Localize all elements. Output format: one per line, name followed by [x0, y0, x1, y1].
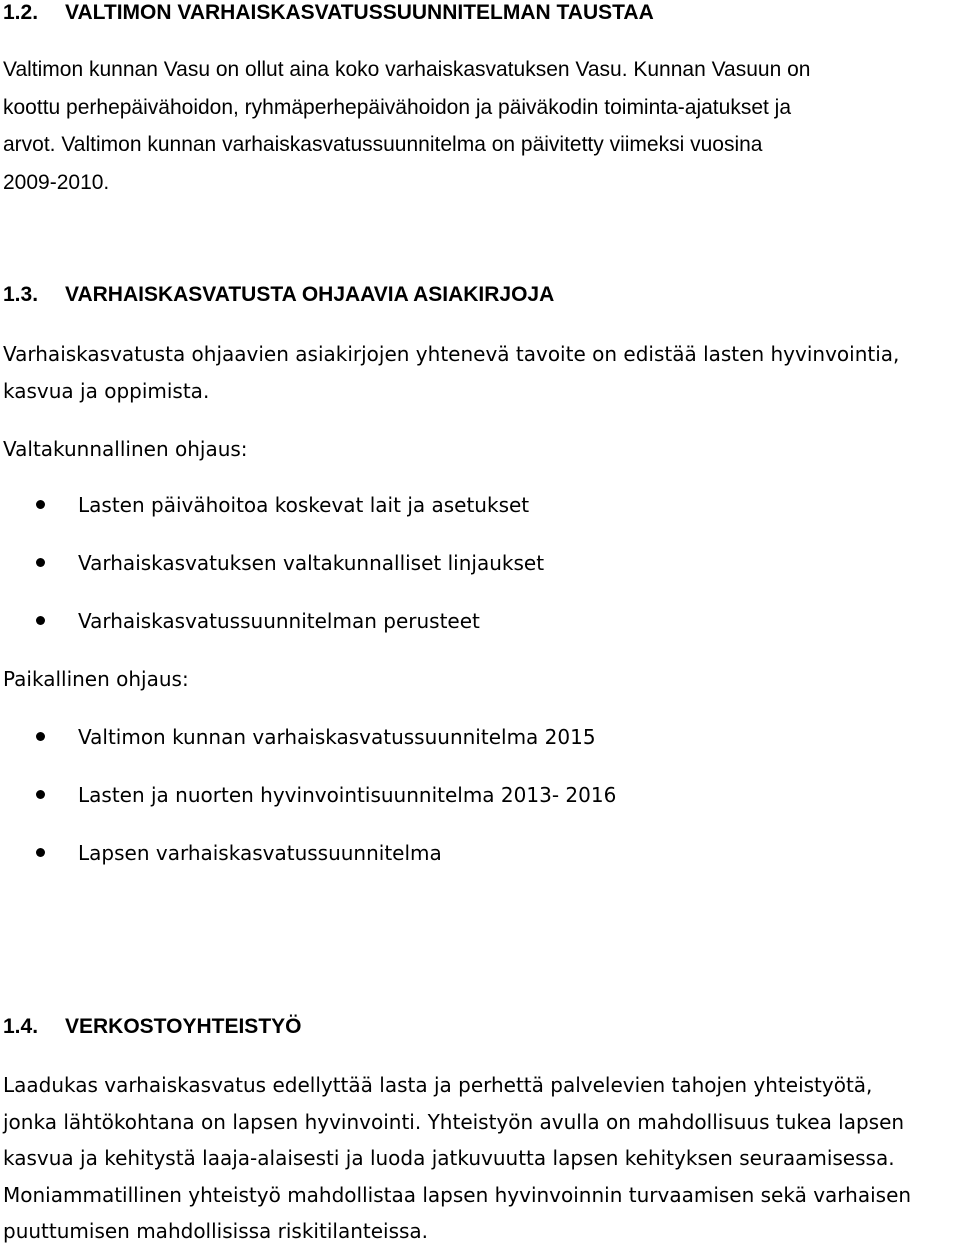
section-1-4-heading	[3, 1014, 302, 1040]
section-1-4-paragraph	[3, 1067, 953, 1250]
section-1-2-paragraph	[3, 51, 953, 201]
list-item-text: Lapsen varhaiskasvatussuunnitelma	[78, 841, 442, 865]
paragraph-line: puuttumisen mahdollisissa riskitilanteissa.	[3, 1219, 429, 1243]
bullet-icon	[36, 732, 45, 741]
list-item-text: Varhaiskasvatuksen valtakunnalliset linjaukset	[78, 551, 545, 575]
section-1-3-heading	[3, 282, 554, 308]
paragraph-line: Moniammatillinen yhteistyö mahdollistaa lapsen hyvinvoinnin turvaamisen sekä varhaisen	[3, 1182, 912, 1207]
section-1-3-title: VARHAISKASVATUSTA OHJAAVIA ASIAKIRJOJA	[65, 283, 555, 306]
section-1-4-number: 1.4.	[3, 1015, 39, 1038]
paragraph-line: Laadukas varhaiskasvatus edellyttää lasta ja perhettä palvelevien tahojen yhteistyötä,	[3, 1073, 873, 1097]
list-item-text: Lasten ja nuorten hyvinvointisuunnitelma 2013- 2016	[78, 783, 617, 807]
local-guidance-label: Paikallinen ohjaus:	[3, 667, 189, 691]
bullet-icon	[36, 848, 45, 857]
bullet-icon	[36, 500, 45, 509]
section-1-2-heading	[3, 0, 654, 26]
paragraph-line: kasvua ja oppimista.	[3, 378, 210, 403]
list-item-text: Lasten päivähoitoa koskevat lait ja asetukset	[78, 493, 530, 517]
section-1-2-title: VALTIMON VARHAISKASVATUSSUUNNITELMAN TAUSTAA	[65, 1, 654, 24]
section-1-2-number: 1.2.	[3, 1, 39, 24]
section-1-3-paragraph	[3, 336, 953, 409]
list-item-text: Varhaiskasvatussuunnitelman perusteet	[78, 609, 480, 633]
paragraph-line: Valtimon kunnan Vasu on ollut aina koko varhaiskasvatuksen Vasu. Kunnan Vasuun on	[3, 58, 811, 81]
bullet-icon	[36, 616, 45, 625]
paragraph-line: kasvua ja kehitystä laaja-alaisesti ja luoda jatkuvuutta lapsen kehityksen seuraamisessa.	[3, 1146, 895, 1170]
section-1-3-number: 1.3.	[3, 283, 39, 306]
national-guidance-label: Valtakunnallinen ohjaus:	[3, 437, 248, 461]
paragraph-line: arvot. Valtimon kunnan varhaiskasvatussuunnitelma on päivitetty viimeksi vuosina	[3, 133, 763, 156]
list-item-text: Valtimon kunnan varhaiskasvatussuunnitelma 2015	[78, 725, 596, 749]
bullet-icon	[36, 790, 45, 799]
paragraph-line: Varhaiskasvatusta ohjaavien asiakirjojen yhtenevä tavoite on edistää lasten hyvinvointia,	[3, 342, 900, 366]
paragraph-line: jonka lähtökohtana on lapsen hyvinvointi. Yhteistyön avulla on mahdollisuus tukea lapsen	[3, 1109, 905, 1134]
paragraph-line: 2009-2010.	[3, 170, 110, 194]
bullet-icon	[36, 558, 45, 567]
paragraph-line: koottu perhepäivähoidon, ryhmäperhepäivähoidon ja päiväkodin toiminta-ajatukset ja	[3, 95, 792, 119]
section-1-4-title: VERKOSTOYHTEISTYÖ	[65, 1015, 302, 1038]
